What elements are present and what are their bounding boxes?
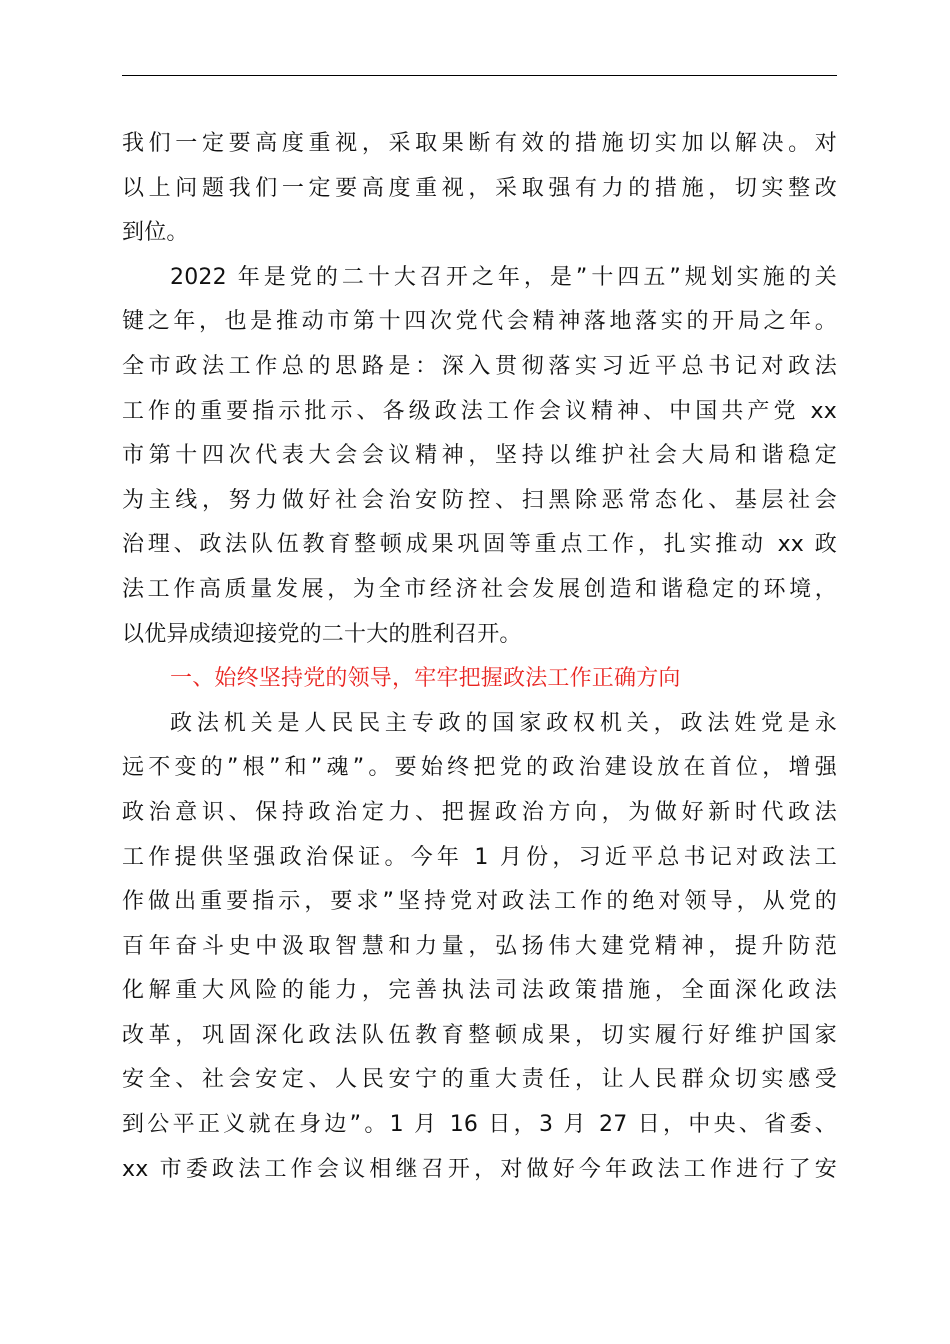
text-line: 治理、政法队伍教育整顿成果巩固等重点工作，扎实推动 xx 政	[122, 532, 837, 558]
text-line: 安全、社会安定、人民安宁的重大责任，让人民群众切实感受	[122, 1067, 837, 1093]
text-line: 政治意识、保持政治定力、把握政治方向，为做好新时代政法	[122, 799, 837, 825]
text-line: 改革，巩固深化政法队伍教育整顿成果，切实履行好维护国家	[122, 1022, 837, 1048]
text-line: 市第十四次代表大会会议精神，坚持以维护社会大局和谐稳定	[122, 443, 837, 469]
paragraph-start-line: 政法机关是人民民主专政的国家政权机关，政法姓党是永	[170, 710, 837, 736]
text-line: 法工作高质量发展，为全市经济社会发展创造和谐稳定的环境，	[122, 576, 837, 602]
document-body	[122, 122, 837, 1192]
text-line: 作做出重要指示，要求”坚持党对政法工作的绝对领导，从党的	[122, 889, 837, 915]
text-line: 以上问题我们一定要高度重视，采取强有力的措施，切实整改	[122, 175, 837, 201]
text-line: 到位。	[122, 220, 189, 246]
text-line: 化解重大风险的能力，完善执法司法政策措施，全面深化政法	[122, 978, 837, 1004]
text-line: xx 市委政法工作会议相继召开，对做好今年政法工作进行了安	[122, 1156, 837, 1182]
text-line: 远不变的”根”和”魂”。要始终把党的政治建设放在首位，增强	[122, 755, 837, 781]
text-line: 以优异成绩迎接党的二十大的胜利召开。	[122, 621, 522, 647]
text-line: 工作的重要指示批示、各级政法工作会议精神、中国共产党 xx	[122, 398, 837, 424]
text-line: 为主线，努力做好社会治安防控、扫黑除恶常态化、基层社会	[122, 487, 837, 513]
paragraph-start-line: 2022 年是党的二十大召开之年，是”十四五”规划实施的关	[170, 264, 837, 290]
text-line: 工作提供坚强政治保证。今年 1 月份，习近平总书记对政法工	[122, 844, 837, 870]
text-line: 键之年，也是推动市第十四次党代会精神落地落实的开局之年。	[122, 309, 837, 335]
text-line: 百年奋斗史中汲取智慧和力量，弘扬伟大建党精神，提升防范	[122, 933, 837, 959]
text-line: 全市政法工作总的思路是：深入贯彻落实习近平总书记对政法	[122, 353, 837, 379]
text-line: 到公平正义就在身边”。1 月 16 日，3 月 27 日，中央、省委、	[122, 1112, 837, 1138]
section-heading: 一、始终坚持党的领导，牢牢把握政法工作正确方向	[170, 666, 681, 692]
text-line: 我们一定要高度重视，采取果断有效的措施切实加以解决。对	[122, 131, 837, 156]
header-rule	[122, 75, 837, 76]
